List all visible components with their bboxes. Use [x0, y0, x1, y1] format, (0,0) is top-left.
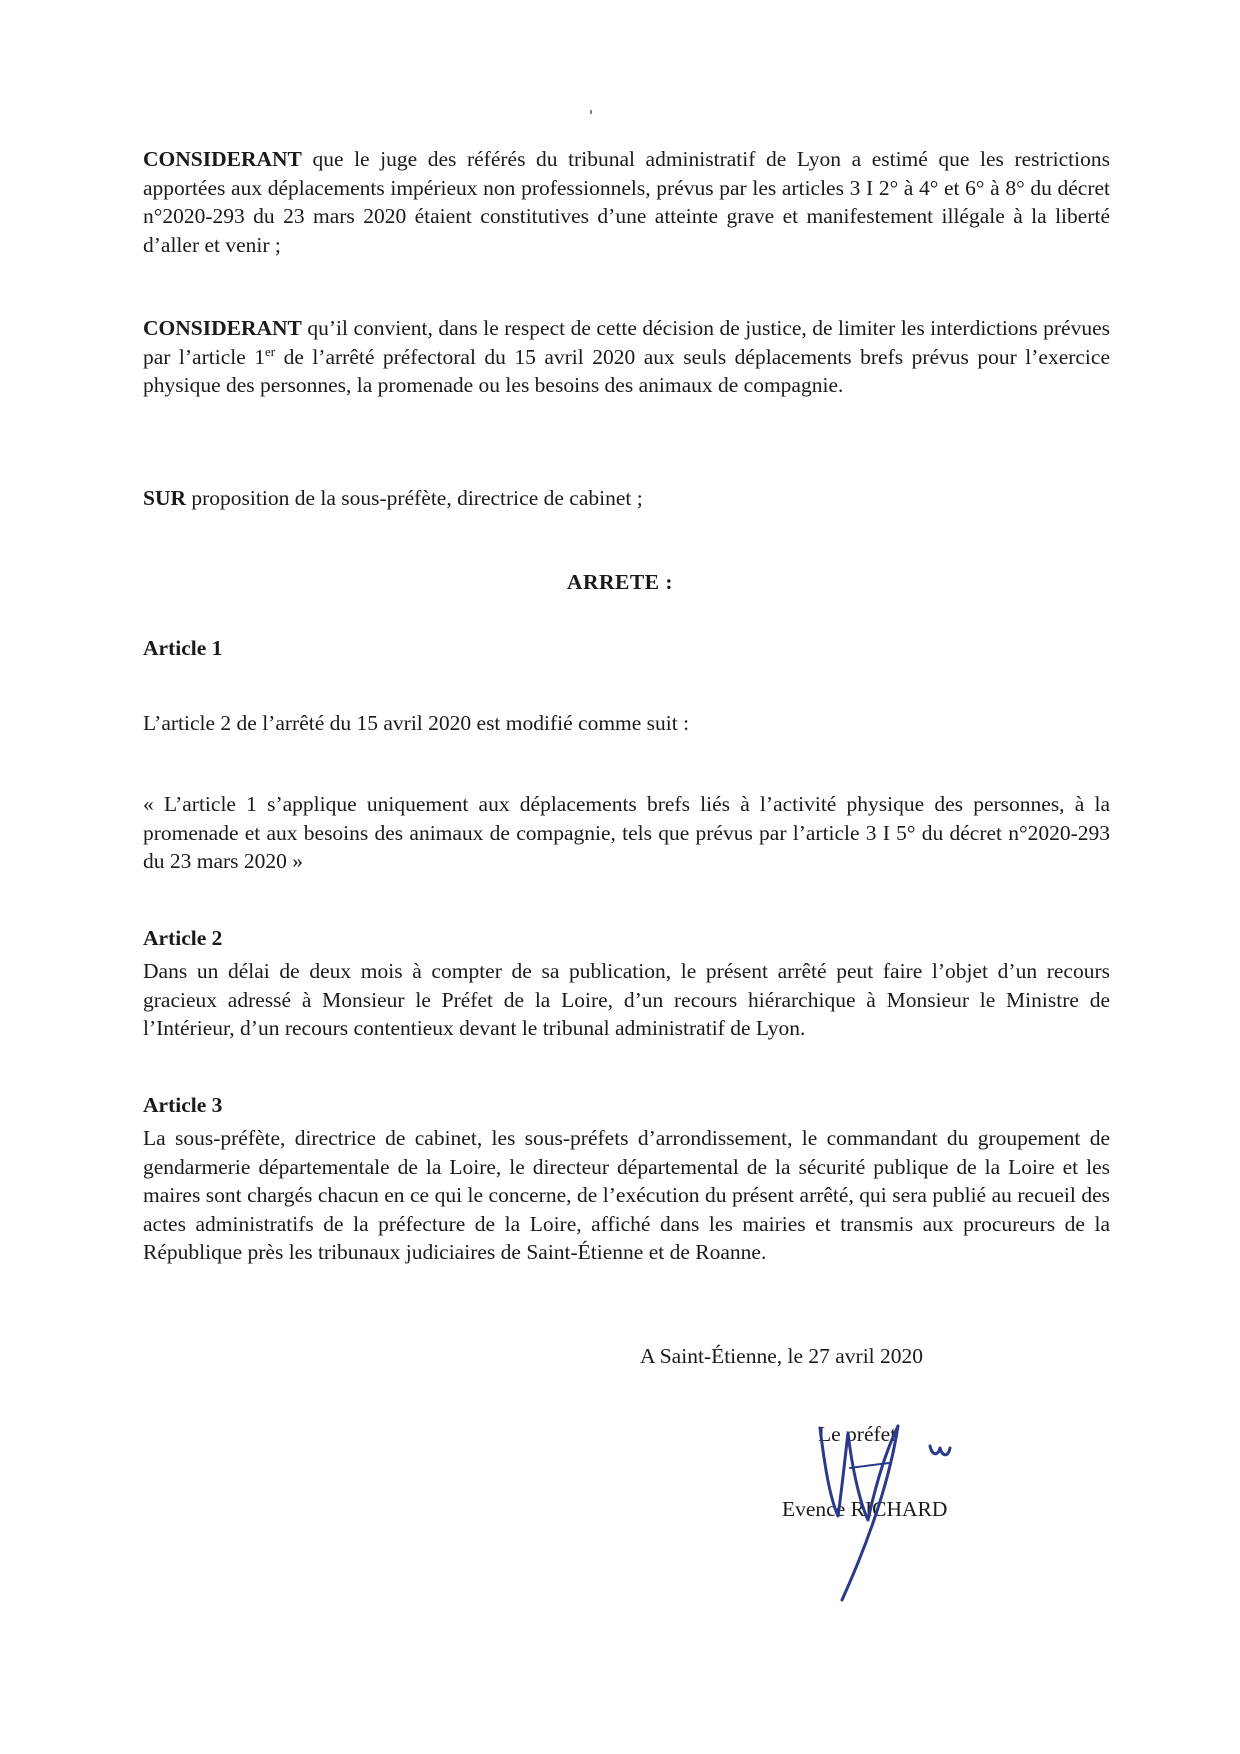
article-2-heading: Article 2 — [143, 926, 223, 950]
arrete-title: ARRETE : — [566, 570, 674, 594]
article-3-text: La sous-préfète, directrice de cabinet, les sous-préfets d’arrondissement, le commandant du groupement de gendarmerie départementale de la Loire, le directeur départemental de la sécurité publique de la Loire et les maires sont chargés chacun en ce qui le concerne, de l’exécution du présent arrêté, qui sera publié au recueil des actes administratifs de la préfecture de la Loire, affiché dans les mairies et transmis aux procureurs de la République près les tribunaux judiciaires de Saint-Étienne et de Roanne. — [143, 1126, 1110, 1264]
handwritten-signature — [790, 1408, 990, 1608]
sur-text: proposition de la sous-préfète, directrice de cabinet ; — [186, 486, 643, 510]
considerant-text: qu’il convient, dans le respect de cette décision de justice, de limiter les interdictions prévues par l’article 1 — [143, 316, 1110, 369]
considerant-paragraph-2 — [143, 314, 1110, 400]
signatory-name: Evence RICHARD — [782, 1497, 948, 1521]
article-1-intro: L’article 2 de l’arrêté du 15 avril 2020 est modifié comme suit : — [143, 711, 690, 735]
dateline: A Saint-Étienne, le 27 avril 2020 — [640, 1344, 924, 1368]
article-1-quote: « L’article 1 s’applique uniquement aux déplacements brefs liés à l’activité physique des personnes, à la promenade et aux besoins des animaux de compagnie, tels que prévus par l’article 3 I 5° du décret n°2020-293 du 23 mars 2020 » — [143, 792, 1110, 873]
article-3-heading: Article 3 — [143, 1093, 223, 1117]
sur-keyword: SUR — [143, 486, 187, 510]
considerant-keyword: CONSIDERANT — [143, 147, 302, 171]
considerant-text: que le juge des référés du tribunal administratif de Lyon a estimé que les restrictions apportées aux déplacements impérieux non professionnels, prévus par les articles 3 I 2° à 4° et 6° à 8° du décret n°2020-293 du 23 mars 2020 étaient constitutives d’une atteinte grave et manifestement illégale à la liberté d’aller et venir ; — [143, 147, 1110, 257]
scan-speck — [590, 110, 592, 114]
article-1-heading: Article 1 — [143, 636, 223, 660]
ordinal-superscript: er — [264, 343, 276, 359]
considerant-paragraph-1 — [143, 145, 1110, 259]
considerant-text-continued: de l’arrêté préfectoral du 15 avril 2020 aux seuls déplacements brefs prévus pour l’exercice physique des personnes, la promenade ou les besoins des animaux de compagnie. — [143, 344, 1110, 397]
sur-paragraph — [143, 484, 1110, 513]
considerant-keyword: CONSIDERANT — [143, 316, 302, 340]
signatory-title: Le préfet — [818, 1422, 897, 1446]
article-2-text: Dans un délai de deux mois à compter de sa publication, le présent arrêté peut faire l’objet d’un recours gracieux adressé à Monsieur le Préfet de la Loire, d’un recours hiérarchique à Monsieur le Ministre de l’Intérieur, d’un recours contentieux devant le tribunal administratif de Lyon. — [143, 959, 1110, 1040]
